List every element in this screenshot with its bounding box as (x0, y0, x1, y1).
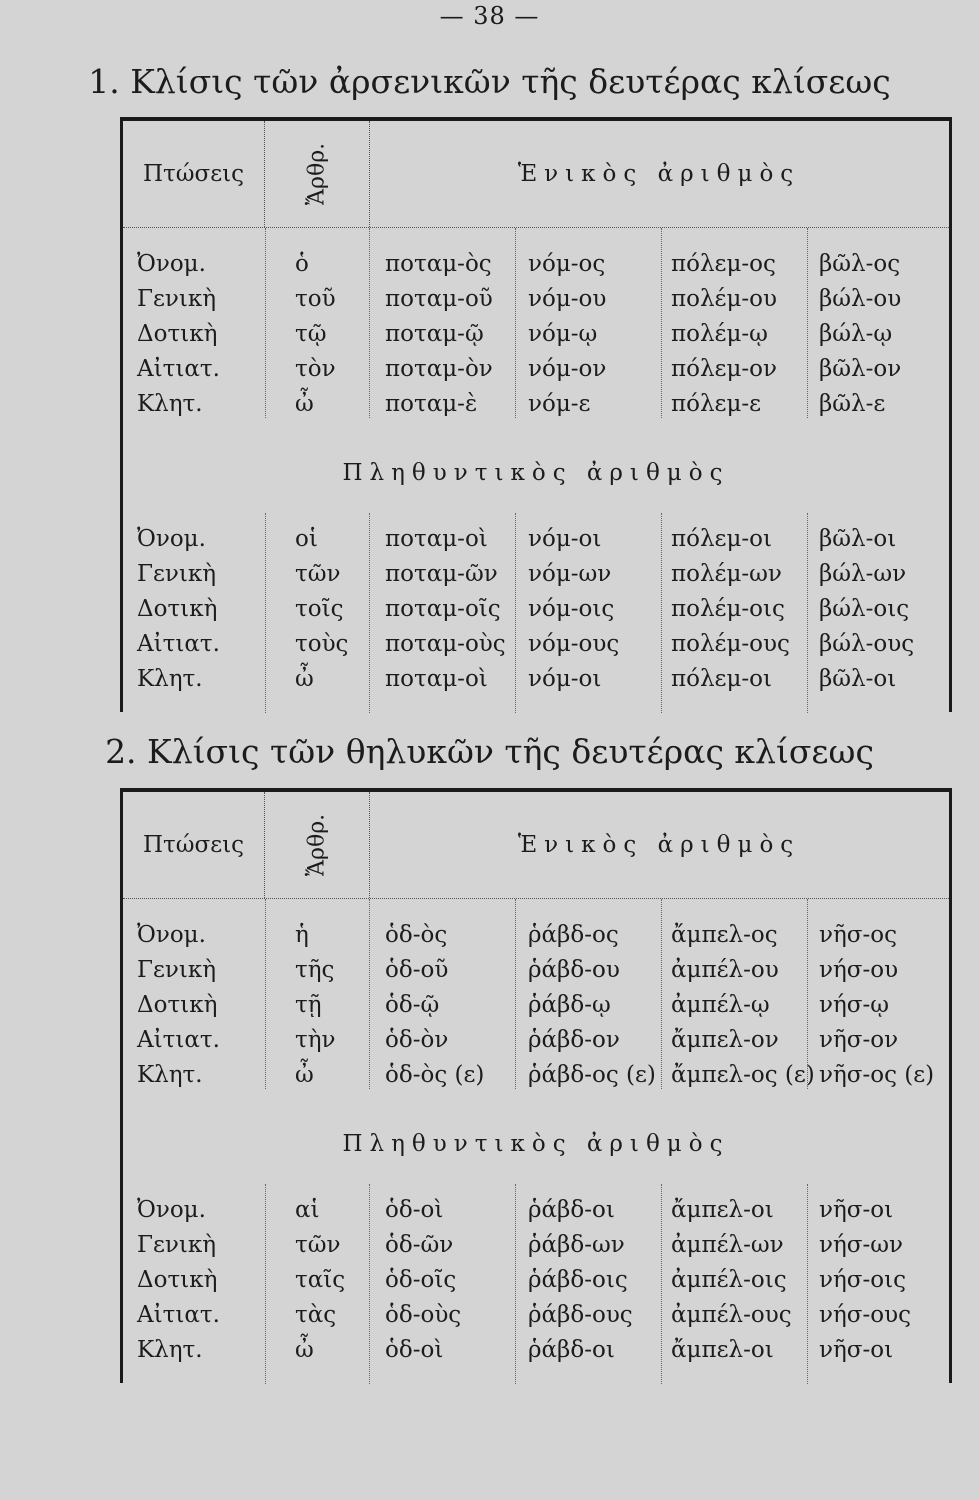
noun-form: ῥάβδ-ος (ε) (528, 1062, 656, 1088)
case-name: Αἰτιατ. (137, 631, 220, 657)
noun-form: ὁδ-οὶ (385, 1197, 444, 1223)
case-name: Γενικὴ (137, 286, 217, 312)
article-form: τῆς (295, 957, 335, 983)
article-form: τῷ (295, 321, 327, 347)
noun-form: ῥάβδ-ῳ (528, 992, 611, 1018)
noun-form: βῶλ-οι (819, 526, 897, 552)
noun-form: ῥάβδ-ον (528, 1027, 620, 1053)
noun-form: ἄμπελ-ος (671, 922, 778, 948)
table-row (123, 283, 949, 318)
noun-form: πόλεμ-οι (671, 666, 773, 692)
noun-form: νήσ-ῳ (819, 992, 889, 1018)
column-divider (807, 228, 808, 418)
noun-form: βώλ-ου (819, 286, 902, 312)
case-name: Ὀνομ. (137, 922, 206, 948)
noun-form: πολέμ-ου (671, 286, 778, 312)
noun-form: ὁδ-ῷ (385, 992, 440, 1018)
noun-form: ἀμπέλ-ων (671, 1232, 784, 1258)
noun-form: ποταμ-οὶ (385, 666, 488, 692)
column-divider (515, 513, 516, 713)
table-body (123, 899, 949, 1383)
noun-form: νήσ-ου (819, 957, 899, 983)
noun-form: νόμ-ος (528, 251, 606, 277)
article-form: ταῖς (295, 1267, 346, 1293)
table-header (123, 121, 949, 228)
noun-form: ὁδ-οὺς (385, 1302, 462, 1328)
noun-form: βώλ-ων (819, 561, 907, 587)
noun-form: ποταμ-οῦ (385, 286, 493, 312)
column-divider (369, 899, 370, 1089)
table-row (123, 353, 949, 388)
article-form: τῶν (295, 1232, 341, 1258)
article-form: τῶν (295, 561, 341, 587)
article-form: ὁ (295, 251, 309, 277)
noun-form: ἀμπέλ-ου (671, 957, 779, 983)
noun-form: πολέμ-ους (671, 631, 790, 657)
noun-form: ποταμ-ῶν (385, 561, 498, 587)
noun-form: νῆσ-ος (819, 922, 897, 948)
noun-form: νόμ-οις (528, 596, 615, 622)
table-row (123, 1194, 949, 1229)
table-row (123, 1264, 949, 1299)
noun-form: νήσ-ων (819, 1232, 903, 1258)
article-form: τοῖς (295, 596, 344, 622)
case-name: Αἰτιατ. (137, 356, 220, 382)
noun-form: νόμ-ῳ (528, 321, 598, 347)
case-name: Γενικὴ (137, 561, 217, 587)
table-row (123, 1299, 949, 1334)
case-name: Κλητ. (137, 666, 203, 692)
noun-form: ἀμπέλ-οις (671, 1267, 787, 1293)
noun-form: ποταμ-οὶ (385, 526, 488, 552)
case-name: Αἰτιατ. (137, 1027, 220, 1053)
article-form: ὦ (295, 1062, 314, 1088)
noun-form: βώλ-ῳ (819, 321, 893, 347)
column-divider (369, 513, 370, 713)
noun-form: νήσ-ους (819, 1302, 911, 1328)
column-divider (265, 513, 266, 713)
noun-form: ἄμπελ-οι (671, 1337, 774, 1363)
case-name: Δοτικὴ (137, 1267, 218, 1293)
column-divider (515, 899, 516, 1089)
column-divider (661, 513, 662, 713)
noun-form: νόμ-ου (528, 286, 607, 312)
table-row (123, 248, 949, 283)
column-divider (661, 228, 662, 418)
noun-form: ῥάβδ-ων (528, 1232, 625, 1258)
column-divider (807, 513, 808, 713)
article-form: ὦ (295, 1337, 314, 1363)
table-row (123, 663, 949, 698)
table-row (123, 1059, 949, 1094)
noun-form: πόλεμ-οι (671, 526, 773, 552)
header-article (265, 121, 370, 227)
header-singular: Ἑνικὸς ἀριθμὸς (517, 161, 801, 187)
noun-form: ποταμ-ὸν (385, 356, 493, 382)
noun-form: ὁδ-ὸς (ε) (385, 1062, 485, 1088)
singular-rows (123, 248, 949, 423)
noun-form: ποταμ-ὸς (385, 251, 492, 277)
column-divider (807, 1184, 808, 1384)
noun-form: πολέμ-οις (671, 596, 785, 622)
noun-form: ἀμπέλ-ῳ (671, 992, 770, 1018)
header-article (265, 792, 370, 898)
noun-form: βῶλ-οι (819, 666, 897, 692)
noun-form: ἄμπελ-οι (671, 1197, 774, 1223)
case-name: Ὀνομ. (137, 251, 206, 277)
noun-form: νῆσ-οι (819, 1337, 894, 1363)
case-name: Ὀνομ. (137, 526, 206, 552)
noun-form: ῥάβδ-οις (528, 1267, 628, 1293)
plural-label: Πληθυντικὸς ἀριθμὸς (342, 460, 730, 486)
column-divider (661, 899, 662, 1089)
header-cases: Πτώσεις (123, 792, 265, 898)
noun-form: νόμ-ον (528, 356, 607, 382)
noun-form: ῥάβδ-ου (528, 957, 620, 983)
singular-rows (123, 919, 949, 1094)
case-name: Κλητ. (137, 1337, 203, 1363)
noun-form: ὁδ-ὸν (385, 1027, 449, 1053)
noun-form: πολέμ-ῳ (671, 321, 768, 347)
case-name: Ὀνομ. (137, 1197, 206, 1223)
noun-form: νόμ-οι (528, 526, 602, 552)
article-form: ἡ (295, 922, 309, 948)
article-form: αἱ (295, 1197, 320, 1223)
table-body (123, 228, 949, 712)
column-divider (265, 1184, 266, 1384)
case-name: Γενικὴ (137, 1232, 217, 1258)
case-name: Κλητ. (137, 1062, 203, 1088)
table-row (123, 388, 949, 423)
noun-form: ποταμ-ὲ (385, 391, 478, 417)
noun-form: νήσ-οις (819, 1267, 906, 1293)
section-title-masculine: 1. Κλίσις τῶν ἀρσενικῶν τῆς δευτέρας κλίσεως (88, 62, 891, 101)
table-row (123, 593, 949, 628)
noun-form: ὁδ-ὸς (385, 922, 448, 948)
noun-form: νῆσ-ος (ε) (819, 1062, 935, 1088)
case-name: Δοτικὴ (137, 992, 218, 1018)
table-row (123, 989, 949, 1024)
noun-form: ἀμπέλ-ους (671, 1302, 792, 1328)
noun-form: ποταμ-οὺς (385, 631, 506, 657)
article-form: ὦ (295, 666, 314, 692)
noun-form: βώλ-ους (819, 631, 915, 657)
noun-form: νόμ-ους (528, 631, 620, 657)
noun-form: ῥάβδ-οι (528, 1197, 615, 1223)
header-article-label: Ἄρθρ. (304, 142, 330, 206)
noun-form: ὁδ-οῦ (385, 957, 449, 983)
table-header (123, 792, 949, 899)
noun-form: ῥάβδ-ους (528, 1302, 633, 1328)
noun-form: ὁδ-οῖς (385, 1267, 457, 1293)
case-name: Δοτικὴ (137, 321, 218, 347)
section-title-feminine: 2. Κλίσις τῶν θηλυκῶν τῆς δευτέρας κλίσεως (105, 732, 874, 771)
article-form: οἱ (295, 526, 318, 552)
noun-form: νῆσ-ον (819, 1027, 899, 1053)
article-form: τοῦ (295, 286, 336, 312)
noun-form: πόλεμ-ον (671, 356, 778, 382)
noun-form: ὁδ-ῶν (385, 1232, 454, 1258)
noun-form: βώλ-οις (819, 596, 910, 622)
plural-rows (123, 1194, 949, 1369)
article-form: ὦ (295, 391, 314, 417)
declension-table-masculine (120, 117, 952, 712)
table-row (123, 1024, 949, 1059)
header-singular: Ἑνικὸς ἀριθμὸς (517, 832, 801, 858)
noun-form: ἄμπελ-ος (ε) (671, 1062, 815, 1088)
column-divider (807, 899, 808, 1089)
noun-form: ἄμπελ-ον (671, 1027, 779, 1053)
column-divider (515, 1184, 516, 1384)
article-form: τὴν (295, 1027, 336, 1053)
plural-rows (123, 523, 949, 698)
noun-form: νόμ-ων (528, 561, 612, 587)
header-cases: Πτώσεις (123, 121, 265, 227)
article-form: τῇ (295, 992, 322, 1018)
table-row (123, 954, 949, 989)
table-row (123, 1334, 949, 1369)
case-name: Γενικὴ (137, 957, 217, 983)
noun-form: πόλεμ-ος (671, 251, 776, 277)
noun-form: ὁδ-οὶ (385, 1337, 444, 1363)
noun-form: πολέμ-ων (671, 561, 782, 587)
column-divider (369, 1184, 370, 1384)
noun-form: ποταμ-οῖς (385, 596, 501, 622)
table-row (123, 1229, 949, 1264)
article-form: τὸν (295, 356, 336, 382)
column-divider (265, 228, 266, 418)
table-row (123, 558, 949, 593)
noun-form: ῥάβδ-ος (528, 922, 619, 948)
table-row (123, 628, 949, 663)
case-name: Δοτικὴ (137, 596, 218, 622)
page-number: — 38 — (439, 2, 540, 30)
noun-form: βῶλ-ος (819, 251, 901, 277)
case-name: Κλητ. (137, 391, 203, 417)
noun-form: ποταμ-ῷ (385, 321, 484, 347)
column-divider (265, 899, 266, 1089)
table-row (123, 318, 949, 353)
article-form: τοὺς (295, 631, 349, 657)
noun-form: ῥάβδ-οι (528, 1337, 615, 1363)
plural-label: Πληθυντικὸς ἀριθμὸς (342, 1131, 730, 1157)
column-divider (369, 228, 370, 418)
column-divider (661, 1184, 662, 1384)
table-row (123, 919, 949, 954)
noun-form: νόμ-οι (528, 666, 602, 692)
column-divider (515, 228, 516, 418)
article-form: τὰς (295, 1302, 337, 1328)
noun-form: νῆσ-οι (819, 1197, 894, 1223)
noun-form: βῶλ-ε (819, 391, 886, 417)
table-row (123, 523, 949, 558)
case-name: Αἰτιατ. (137, 1302, 220, 1328)
noun-form: βῶλ-ον (819, 356, 902, 382)
header-article-label: Ἄρθρ. (304, 813, 330, 877)
noun-form: νόμ-ε (528, 391, 591, 417)
noun-form: πόλεμ-ε (671, 391, 762, 417)
declension-table-feminine (120, 788, 952, 1383)
